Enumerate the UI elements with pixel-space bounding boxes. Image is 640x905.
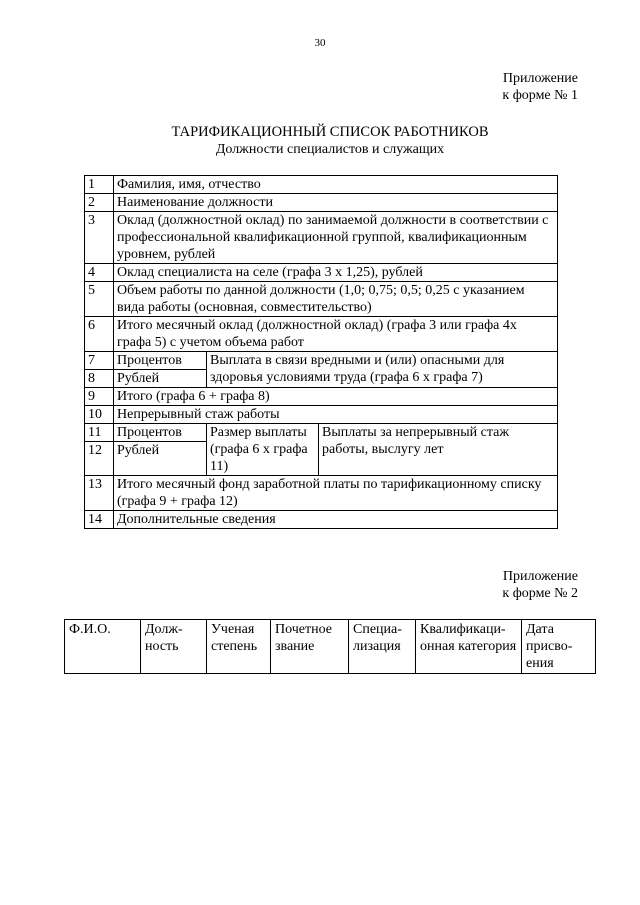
table-row xyxy=(85,212,558,264)
seniority-payment: Выплаты за непрерывный стаж работы, выслугу лет xyxy=(319,424,558,476)
table-row xyxy=(85,282,558,317)
staff-info-table xyxy=(64,619,596,674)
document-title: ТАРИФИКАЦИОННЫЙ СПИСОК РАБОТНИКОВ xyxy=(171,124,489,140)
row-number: 10 xyxy=(85,406,114,424)
table-row xyxy=(85,424,558,442)
harmful-conditions-payment: Выплата в связи вредными и (или) опасными для здоровья условиями труда (графа 6 х графа 7) xyxy=(207,352,558,388)
row-label: Рублей xyxy=(114,442,207,476)
row-label: Итого месячный оклад (должностной оклад) (графа 3 или графа 4х графа 5) с учетом объема работ xyxy=(114,317,558,352)
appendix-form-ref: к форме № 1 xyxy=(502,88,578,103)
column-header: Ученая степень xyxy=(207,620,271,674)
table-row xyxy=(85,264,558,282)
row-number: 13 xyxy=(85,476,114,511)
appendix-form-ref: к форме № 2 xyxy=(502,586,578,601)
row-number: 11 xyxy=(85,424,114,442)
row-number: 9 xyxy=(85,388,114,406)
row-number: 4 xyxy=(85,264,114,282)
row-number: 7 xyxy=(85,352,114,370)
page-number: 30 xyxy=(314,37,326,49)
column-header: Почетное звание xyxy=(271,620,349,674)
row-number: 8 xyxy=(85,370,114,388)
column-header: Дата присво-ения xyxy=(522,620,596,674)
tariff-list-table xyxy=(84,175,558,529)
column-header: Долж-ность xyxy=(141,620,207,674)
row-label: Процентов xyxy=(114,352,207,370)
row-number: 5 xyxy=(85,282,114,317)
table-row xyxy=(85,406,558,424)
payment-size: Размер выплаты (графа 6 х графа 11) xyxy=(207,424,319,476)
table-header-row xyxy=(65,620,596,674)
row-number: 1 xyxy=(85,176,114,194)
appendix-label: Приложение xyxy=(502,569,578,584)
row-label: Оклад специалиста на селе (графа 3 х 1,25), рублей xyxy=(114,264,558,282)
column-header: Ф.И.О. xyxy=(65,620,141,674)
row-label: Фамилия, имя, отчество xyxy=(114,176,558,194)
row-number: 2 xyxy=(85,194,114,212)
column-header: Квалификаци-онная категория xyxy=(416,620,522,674)
table-row xyxy=(85,194,558,212)
table-row xyxy=(85,388,558,406)
column-header: Специа-лизация xyxy=(349,620,416,674)
appendix-form-2 xyxy=(440,568,578,602)
row-number: 3 xyxy=(85,212,114,264)
row-number: 14 xyxy=(85,511,114,529)
row-number: 6 xyxy=(85,317,114,352)
appendix-form-1 xyxy=(440,70,578,104)
appendix-label: Приложение xyxy=(502,71,578,86)
table-row xyxy=(85,176,558,194)
row-label: Непрерывный стаж работы xyxy=(114,406,558,424)
row-label: Объем работы по данной должности (1,0; 0,75; 0,5; 0,25 с указанием вида работы (основная, совместительство) xyxy=(114,282,558,317)
row-label: Наименование должности xyxy=(114,194,558,212)
row-label: Рублей xyxy=(114,370,207,388)
table-row xyxy=(85,352,558,370)
row-label: Итого (графа 6 + графа 8) xyxy=(114,388,558,406)
row-label: Оклад (должностной оклад) по занимаемой должности в соответствии с профессиональной квалификационной группой, квалификационным уровнем, рублей xyxy=(114,212,558,264)
row-label: Процентов xyxy=(114,424,207,442)
table-row xyxy=(85,317,558,352)
table-row xyxy=(85,511,558,529)
table-row xyxy=(85,476,558,511)
row-label: Дополнительные сведения xyxy=(114,511,558,529)
row-number: 12 xyxy=(85,442,114,476)
row-label: Итого месячный фонд заработной платы по тарификационному списку (графа 9 + графа 12) xyxy=(114,476,558,511)
document-subtitle: Должности специалистов и служащих xyxy=(215,142,445,157)
